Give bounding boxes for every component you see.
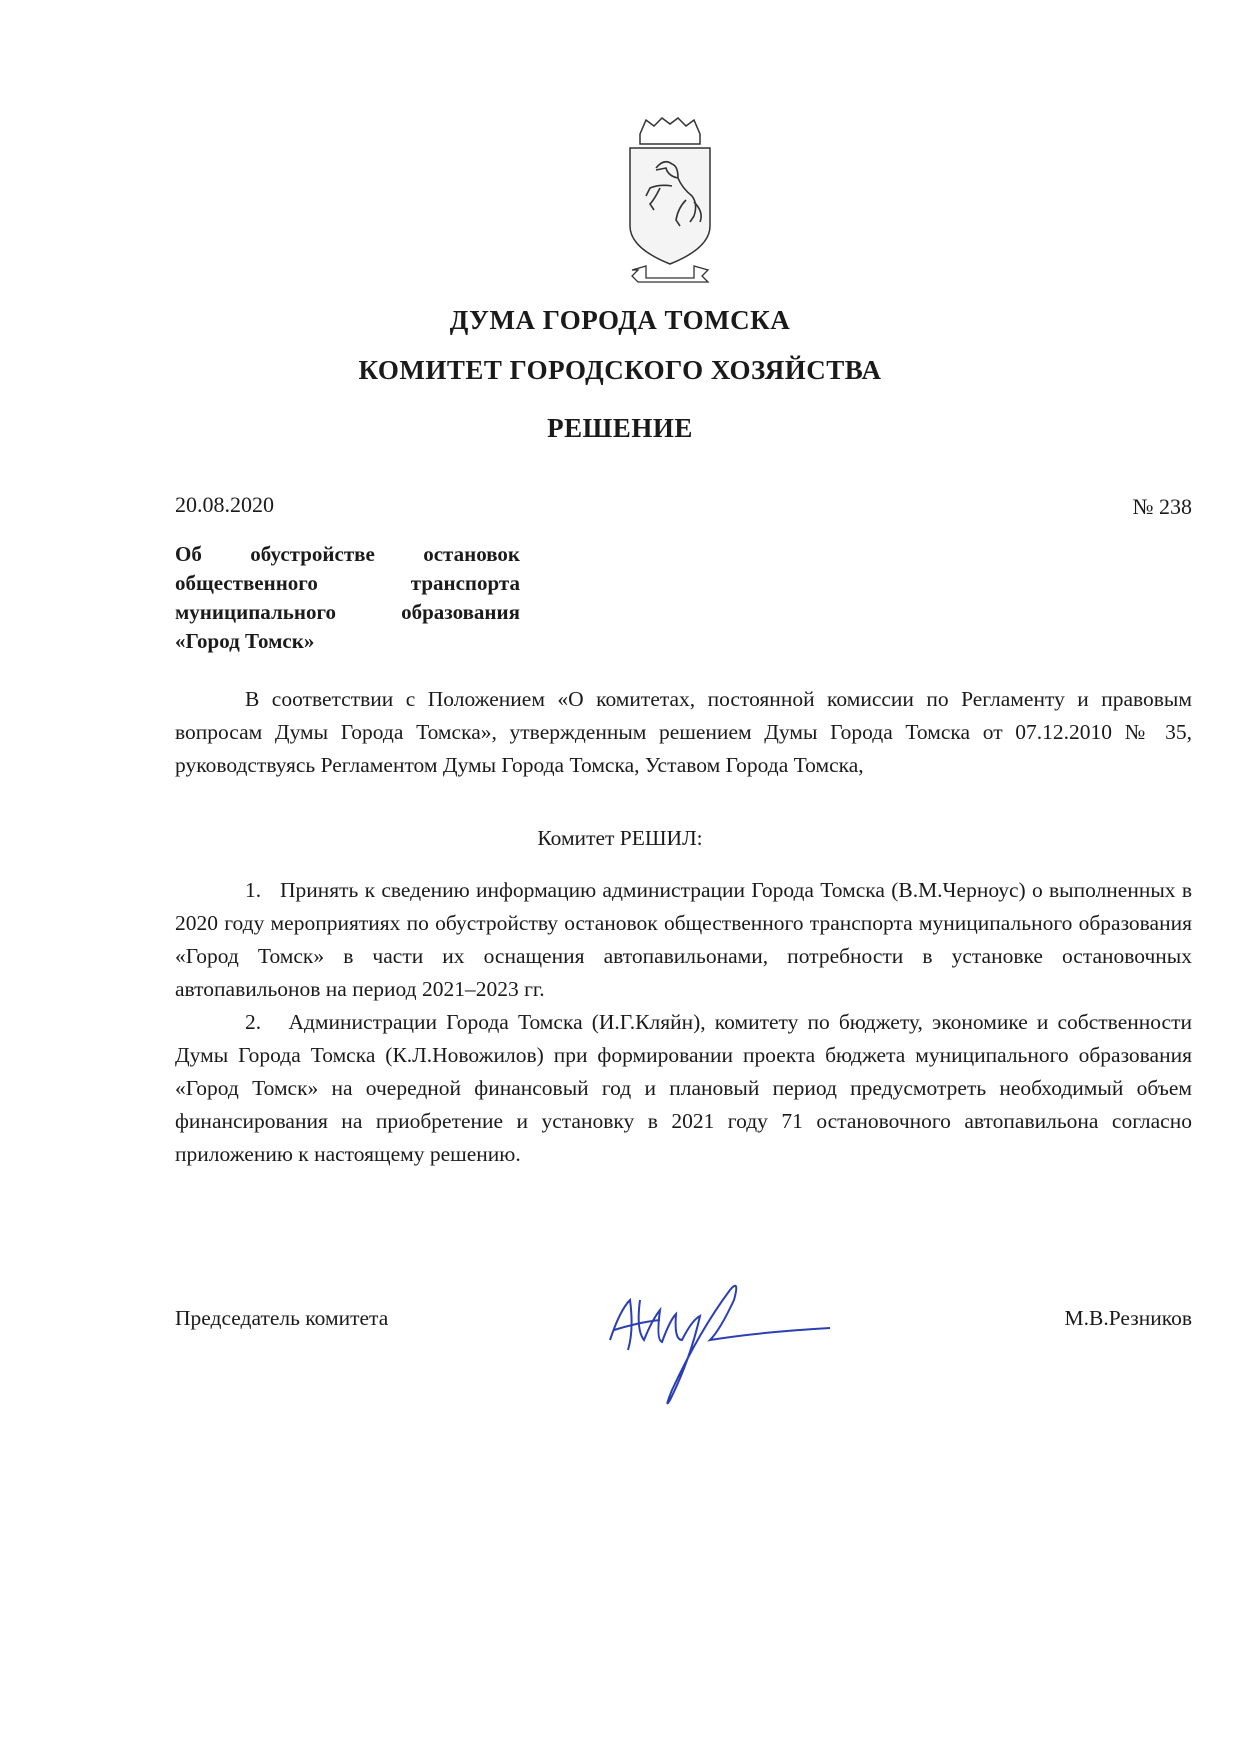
- handwritten-signature: [600, 1270, 840, 1410]
- city-coat-of-arms-emblem: [620, 116, 720, 286]
- signatory-name: М.В.Резников: [1064, 1306, 1192, 1330]
- organization-title: ДУМА ГОРОДА ТОМСКА: [449, 305, 791, 335]
- document-date: 20.08.2020: [175, 492, 274, 517]
- resolved-heading: Комитет РЕШИЛ:: [537, 826, 703, 850]
- preamble-text: В соответствии с Положением «О комитетах, постоянной комиссии по Регламенту и правовым вопросам Думы Города Томска», утвержденным решением Думы Города Томска от 07.12.2010 № 35, руководствуясь Регламентом Думы Города Томска, Уставом Города Томска,: [175, 687, 1192, 777]
- preamble-paragraph: [175, 683, 1192, 782]
- resolution-item-2: 2. Администрации Города Томска (И.Г.Кляйн), комитету по бюджету, экономике и собственности Думы Города Томска (К.Л.Новожилов) при формировании проекта бюджета муниципального образования «Город Томск» на очередной финансовый год и плановый период предусмотреть необходимый объем финансирования на приобретение и установку в 2021 году 71 остановочного автопавильона согласно приложению к настоящему решению.: [175, 1010, 1192, 1166]
- resolution-items: [175, 874, 1192, 1171]
- coat-of-arms-icon: [620, 116, 720, 286]
- signature-icon: [600, 1270, 840, 1410]
- document-subject: Об обустройстве остановок общественного транспорта муниципального образования «Город Томск»: [175, 542, 520, 653]
- document-type-title: РЕШЕНИЕ: [547, 413, 693, 443]
- committee-title: КОМИТЕТ ГОРОДСКОГО ХОЗЯЙСТВА: [358, 355, 882, 385]
- signatory-position: Председатель комитета: [175, 1306, 389, 1330]
- resolution-item-1: 1. Принять к сведению информацию администрации Города Томска (В.М.Черноус) о выполненных в 2020 году мероприятиях по обустройству остановок общественного транспорта муниципального образования «Город Томск» в части их оснащения автопавильонами, потребности в установке остановочных автопавильонов на период 2021–2023 гг.: [175, 878, 1192, 1001]
- document-number: № 238: [1132, 494, 1192, 519]
